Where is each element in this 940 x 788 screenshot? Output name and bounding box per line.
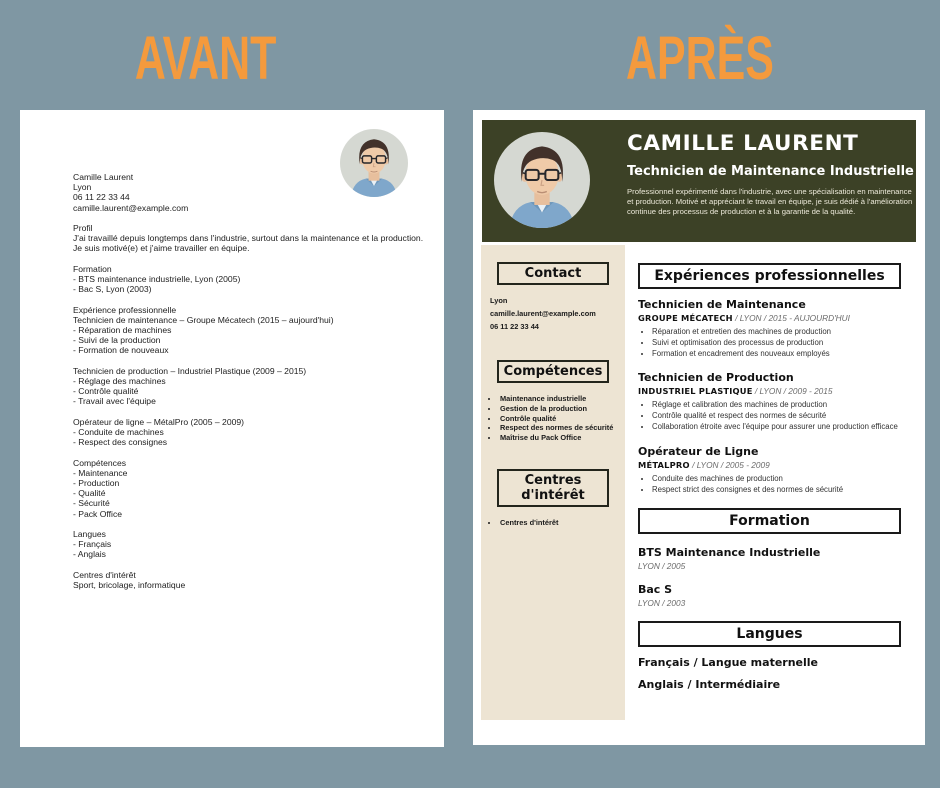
text-line bbox=[73, 254, 413, 264]
job-entry bbox=[638, 371, 901, 432]
text-line: 06 11 22 33 44 bbox=[73, 192, 130, 203]
experience-heading: Expériences professionnelles bbox=[638, 263, 901, 289]
job-meta bbox=[638, 313, 901, 323]
job-location-dates: / LYON / 2009 - 2015 bbox=[752, 386, 833, 397]
profile-photo bbox=[494, 132, 590, 228]
text-line bbox=[73, 294, 413, 304]
job-bullets bbox=[638, 327, 901, 359]
cv-before-page bbox=[20, 110, 444, 747]
cv-after-page bbox=[473, 110, 925, 745]
text-line bbox=[73, 356, 413, 366]
skill-item: • Maîtrise du Pack Office bbox=[499, 433, 621, 443]
avatar-illustration bbox=[494, 132, 590, 228]
job-entry bbox=[638, 445, 901, 496]
bullet-item: • Contrôle qualité et respect des normes de sécurité bbox=[652, 411, 901, 422]
text-line: camille.laurent@example.com bbox=[73, 202, 189, 213]
bullet-item: • Conduite des machines de production bbox=[652, 474, 901, 485]
contact-line: Lyon bbox=[490, 296, 508, 305]
bullet-item: • Respect strict des consignes et des normes de sécurité bbox=[652, 485, 901, 496]
text-line: - Production bbox=[73, 478, 120, 488]
languages-list bbox=[638, 656, 901, 691]
education-entry bbox=[638, 546, 901, 571]
skills-heading: Compétences bbox=[497, 360, 609, 383]
text-line: Je suis motivé(e) et j'aime travailler en équipe. bbox=[73, 243, 250, 254]
text-line: - Anglais bbox=[73, 549, 106, 560]
text-line: - Français bbox=[73, 539, 112, 550]
text-line: J'ai travaillé depuis longtemps dans l'industrie, surtout dans la maintenance et la production. bbox=[73, 233, 424, 244]
text-line: - Bac S, Lyon (2003) bbox=[73, 284, 152, 295]
text-line: Langues bbox=[73, 529, 106, 539]
language-item: Anglais / Intermédiaire bbox=[638, 678, 781, 692]
text-line: - BTS maintenance industrielle, Lyon (2005) bbox=[73, 274, 241, 284]
job-title: Technicien de Maintenance bbox=[638, 298, 806, 311]
text-line: - Conduite de machines bbox=[73, 427, 164, 437]
skill-item: • Maintenance industrielle bbox=[499, 394, 621, 404]
before-label bbox=[96, 22, 316, 96]
text-line: Lyon bbox=[73, 182, 92, 193]
bullet-item: • Réparation et entretien des machines de production bbox=[652, 327, 901, 338]
text-line bbox=[73, 407, 413, 417]
education-entry bbox=[638, 583, 901, 608]
skill-item: • Respect des normes de sécurité bbox=[499, 423, 621, 433]
degree: BTS Maintenance Industrielle bbox=[638, 546, 821, 560]
job-bullets bbox=[638, 400, 901, 432]
interests-heading: Centres d'intérêt bbox=[497, 469, 609, 507]
job-company: MÉTALPRO bbox=[638, 459, 690, 470]
degree: Bac S bbox=[638, 583, 673, 597]
text-line bbox=[73, 560, 413, 570]
text-line: Opérateur de ligne – MétalPro (2005 – 2009) bbox=[73, 416, 245, 427]
cv-header bbox=[482, 120, 916, 242]
interest-item: • Centres d'intérêt bbox=[499, 518, 621, 528]
languages-heading: Langues bbox=[638, 621, 901, 647]
job-location-dates: / LYON / 2015 - AUJOURD'HUI bbox=[732, 313, 850, 323]
contact-line: 06 11 22 33 44 bbox=[490, 322, 539, 331]
text-line: Compétences bbox=[73, 457, 127, 468]
text-line: - Suivi de la production bbox=[73, 335, 161, 346]
text-line: - Maintenance bbox=[73, 467, 128, 478]
job-company: INDUSTRIEL PLASTIQUE bbox=[638, 386, 753, 397]
job-title: Technicien de Production bbox=[638, 371, 794, 385]
skill-item: • Contrôle qualité bbox=[499, 414, 621, 424]
job-location-dates: / LYON / 2005 - 2009 bbox=[689, 459, 770, 470]
job-meta bbox=[638, 460, 901, 470]
contact-line: camille.laurent@example.com bbox=[490, 309, 596, 318]
text-line: - Respect des consignes bbox=[73, 437, 168, 448]
text-line: Sport, bricolage, informatique bbox=[73, 580, 186, 590]
text-line bbox=[73, 447, 413, 457]
after-label-text: APRÈS bbox=[626, 24, 774, 93]
bullet-item: • Suivi et optimisation des processus de production bbox=[652, 338, 901, 349]
job-title: Opérateur de Ligne bbox=[638, 444, 759, 458]
skills-list bbox=[486, 394, 621, 443]
candidate-title: Technicien de Maintenance Industrielle bbox=[627, 164, 914, 179]
text-line: - Travail avec l'équipe bbox=[73, 396, 156, 407]
text-line: Technicien de production – Industriel Plastique (2009 – 2015) bbox=[73, 365, 307, 376]
candidate-summary: Professionnel expérimenté dans l'industrie, avec une spécialisation en maintenance et production. Motivé et appréciant le travail en équipe, je suis dédié à l'amélioration continue des processus de production et à la garantie de la qualité. bbox=[627, 187, 913, 217]
text-line: Formation bbox=[73, 263, 112, 274]
job-meta bbox=[638, 386, 901, 396]
skill-item: • Gestion de la production bbox=[499, 404, 621, 414]
text-line: Profil bbox=[73, 223, 93, 233]
text-line: Expérience professionnelle bbox=[73, 304, 177, 315]
after-label bbox=[590, 22, 810, 96]
text-line: - Formation de nouveaux bbox=[73, 345, 169, 356]
bullet-item: • Collaboration étroite avec l'équipe pour assurer une production efficace bbox=[652, 422, 901, 433]
contact-heading: Contact bbox=[497, 262, 609, 285]
cv-sidebar bbox=[481, 245, 625, 720]
job-entry bbox=[638, 298, 901, 359]
text-line: - Réparation de machines bbox=[73, 325, 172, 335]
education-heading: Formation bbox=[638, 508, 901, 534]
job-company: GROUPE MÉCATECH bbox=[638, 313, 733, 323]
before-label-text: AVANT bbox=[135, 24, 277, 93]
language-item: Français / Langue maternelle bbox=[638, 656, 819, 670]
text-line bbox=[73, 213, 413, 223]
text-line: Camille Laurent bbox=[73, 172, 134, 182]
job-bullets bbox=[638, 474, 901, 496]
text-line: - Contrôle qualité bbox=[73, 386, 139, 397]
bullet-item: • Formation et encadrement des nouveaux employés bbox=[652, 349, 901, 360]
text-line: Centres d'intérêt bbox=[73, 569, 136, 580]
header-text bbox=[627, 131, 917, 218]
candidate-name: CAMILLE LAURENT bbox=[627, 131, 859, 156]
bullet-item: • Réglage et calibration des machines de production bbox=[652, 400, 901, 411]
text-line: - Réglage des machines bbox=[73, 376, 166, 386]
education-meta: LYON / 2003 bbox=[638, 598, 686, 609]
text-line: - Pack Office bbox=[73, 508, 123, 519]
cv-main-column bbox=[638, 263, 901, 691]
education-meta: LYON / 2005 bbox=[638, 561, 686, 572]
avant-cv-text bbox=[73, 172, 424, 590]
text-line: Technicien de maintenance – Groupe Mécatech (2015 – aujourd'hui) bbox=[73, 314, 334, 325]
text-line bbox=[73, 519, 413, 529]
text-line: - Qualité bbox=[73, 488, 106, 499]
text-line: - Sécurité bbox=[73, 498, 110, 509]
contact-lines bbox=[490, 294, 617, 333]
interests-list bbox=[486, 518, 621, 528]
